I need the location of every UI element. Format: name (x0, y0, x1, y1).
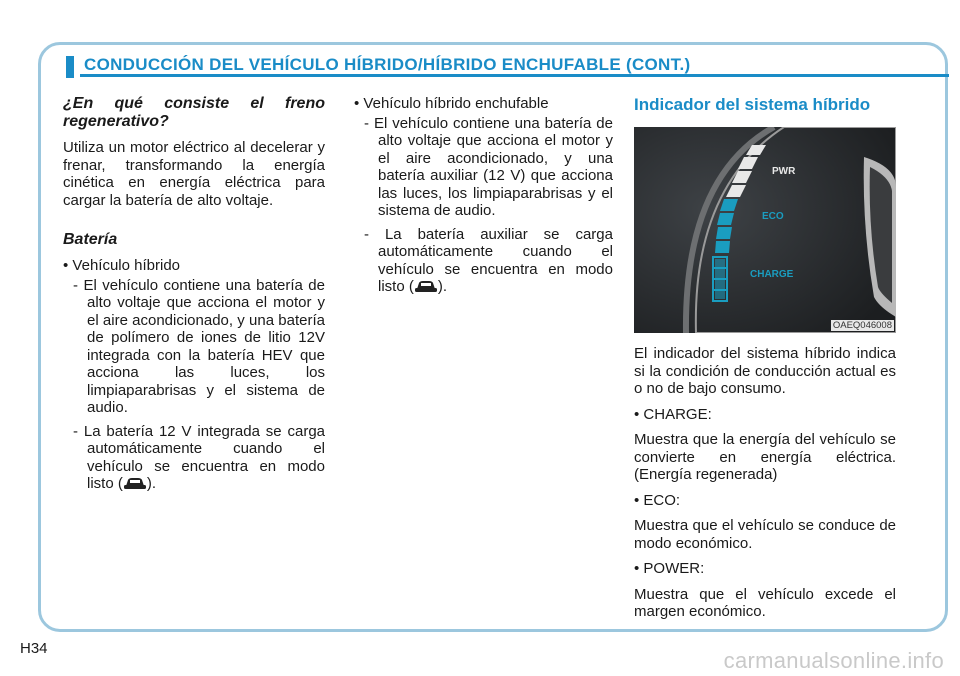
power-bullet: • POWER: (634, 560, 705, 577)
indicator-intro: El indicador del sistema híbrido indica si la condición de conducción actual es o no de bajo consumo. (634, 345, 896, 397)
hybrid-indicator-image (634, 127, 896, 333)
image-caption: OAEQ046008 (832, 320, 892, 331)
eco-bullet: • ECO: (634, 491, 681, 509)
charge-description: Muestra que la energía del vehículo se convierte en energía eléctrica. (Energía regenerada) (634, 431, 896, 483)
regen-answer: Utiliza un motor eléctrico al decelerar y frenar, transformando la energía cinética en energía eléctrica para cargar la batería de alto voltaje. (63, 139, 325, 209)
watermark: carmanualsonline.info (723, 648, 944, 673)
column-right (634, 95, 896, 629)
car-ready-icon (414, 278, 438, 294)
gauge-label-eco: ECO (762, 211, 784, 222)
car-ready-icon (123, 475, 147, 491)
bullet-plugin: • Vehículo híbrido enchufable (354, 95, 549, 112)
section-header (66, 56, 949, 78)
battery-heading: Batería (63, 231, 118, 248)
column-middle (354, 95, 613, 302)
gauge-label-charge: CHARGE (750, 269, 794, 280)
page-number: H34 (20, 640, 48, 657)
bullet-hybrid: • Vehículo híbrido (63, 257, 180, 274)
eco-description: Muestra que el vehículo se conduce de modo económico. (634, 517, 896, 552)
gauge-label-pwr: PWR (772, 166, 796, 177)
hybrid-item-1: - El vehículo contiene una batería de alto voltaje que acciona el motor y el aire acondicionado, y una batería de polímero de iones de litio 12V integrada con la batería HEV que acciona las luces, los limpiaparabrisas y el sistema de audio. (73, 276, 325, 416)
hybrid-item-2: - La batería 12 V integrada se carga automáticamente cuando el vehículo se encuentra en modo listo ( ). (73, 422, 325, 492)
power-description: Muestra que el vehículo excede el margen económico. (634, 585, 896, 620)
plugin-item-2: - La batería auxiliar se carga automáticamente cuando el vehículo se encuentra en modo listo ( ). (364, 225, 613, 295)
charge-bullet: • CHARGE: (634, 405, 712, 423)
column-left (63, 95, 325, 499)
header-title: CONDUCCIÓN DEL VEHÍCULO HÍBRIDO/HÍBRIDO ENCHUFABLE (CONT.) (84, 55, 691, 74)
hybrid-indicator-title: Indicador del sistema híbrido (634, 95, 871, 114)
regen-question: ¿En qué consiste el freno regenerativo? (63, 95, 325, 130)
header-accent-bar (66, 56, 74, 78)
hybrid-gauge-illustration (634, 127, 896, 333)
plugin-item-1: - El vehículo contiene una batería de alto voltaje que acciona el motor y el aire acondicionado, y una batería auxiliar (12 V) que acciona las luces, los limpiaparabrisas y el sistema de audio. (364, 114, 613, 219)
